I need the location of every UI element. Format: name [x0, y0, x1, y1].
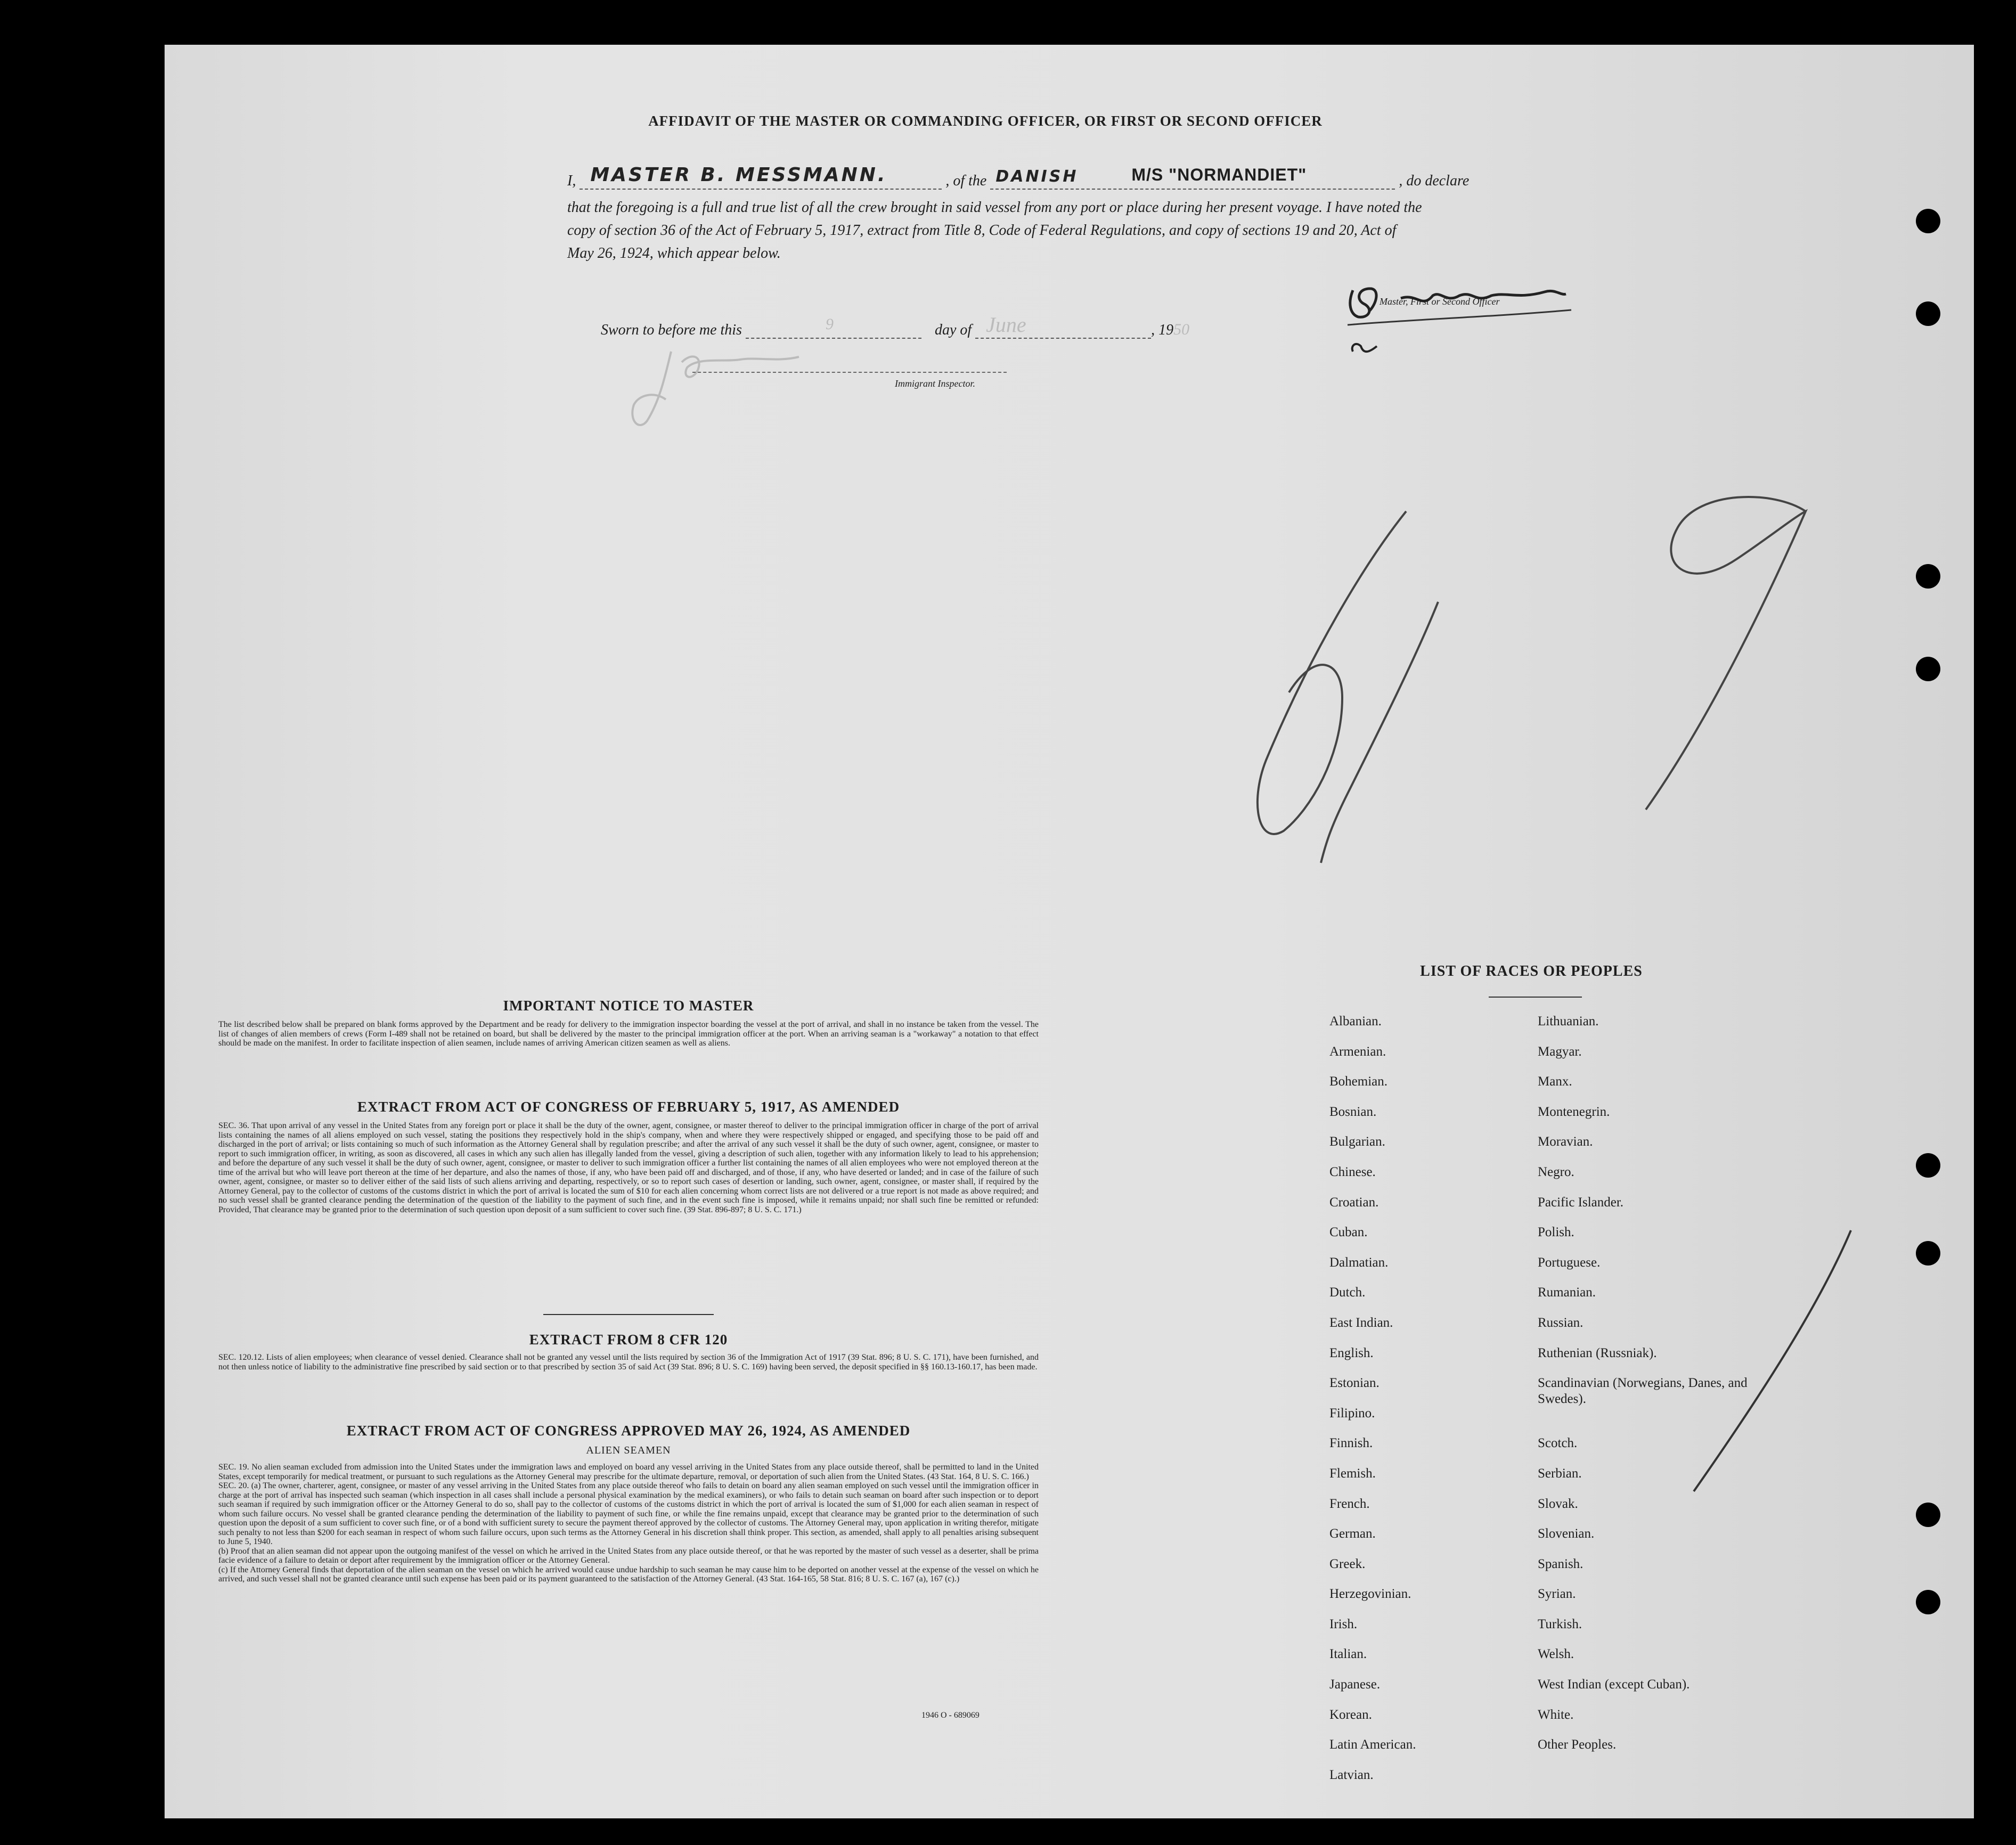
race-item: Dutch.: [1329, 1285, 1366, 1300]
race-item: Estonian.: [1329, 1376, 1380, 1391]
binder-hole: [1916, 564, 1940, 589]
race-item: Cuban.: [1329, 1225, 1368, 1240]
affidavit-body: [567, 196, 1574, 265]
sworn-day: 9: [825, 315, 834, 333]
binder-hole: [1916, 1590, 1940, 1614]
day-of-label: day of: [934, 322, 972, 338]
section-20a-text: SEC. 20. (a) The owner, charterer, agent, consignee, or master of any vessel arriving in the United States from any place outside thereof who fails to detain on board any alien seaman employed on such vessel until the immigration officer in charge at the port of arrival has inspected such seaman (which inspection in all cases shall include a personal physical examination by the medical examiners), or who fails to detain such seaman on board after such inspection or to deport such seaman if required by such immigration officer or the Attorney General to do so, shall pay to the collector of customs of the customs district in which the port of arrival is located the sum of $1,000 for each alien seaman in respect of whom such failure occurs. No vessel shall be granted clearance pending the determination of the liability to payment of such fine, or while the fine remains unpaid, except that clearance may be granted prior to the determination of such question upon the deposit of a sum sufficient to cover such fine, or of a bond with sufficient surety to secure the payment thereof approved by the collector of customs. The Attorney General may, upon application in writing therefor, mitigate such penalty to not less than $200 for each seaman in respect of whom such failure occurs, upon such terms as the Attorney General in his discretion shall think proper. This section, as amended, shall apply to all penalties arising subsequent to June 5, 1940.: [218, 1481, 1039, 1546]
race-item: Portuguese.: [1538, 1255, 1601, 1270]
race-item: Manx.: [1538, 1074, 1572, 1089]
affidavit-title: AFFIDAVIT OF THE MASTER OR COMMANDING OFFICER, OR FIRST OR SECOND OFFICER: [648, 113, 1323, 129]
race-item: Russian.: [1538, 1315, 1584, 1330]
sworn-line: [601, 313, 1320, 339]
races-title: LIST OF RACES OR PEOPLES: [1420, 963, 1643, 979]
race-item: Flemish.: [1329, 1466, 1376, 1481]
master-name: MASTER B. MESSMANN.: [590, 164, 887, 186]
handwritten-date-mark: [1241, 479, 1870, 884]
race-item: Armenian.: [1329, 1044, 1386, 1059]
race-item: Welsh.: [1538, 1647, 1574, 1662]
binder-hole: [1916, 657, 1940, 681]
race-item: Pacific Islander.: [1538, 1195, 1624, 1210]
binder-hole: [1916, 1241, 1940, 1266]
sworn-month-field: [975, 313, 1151, 339]
races-left-column: [1329, 1014, 1532, 1797]
master-signature: [1332, 266, 1577, 368]
print-code: 1946 O - 689069: [921, 1711, 980, 1720]
extract-1917-title: EXTRACT FROM ACT OF CONGRESS OF FEBRUARY 5, 1917, AS AMENDED: [357, 1099, 900, 1115]
affidavit-declaration-line: [567, 164, 1574, 190]
signature-caption: Master, First or Second Officer: [1380, 296, 1500, 307]
race-item: Bohemian.: [1329, 1074, 1388, 1089]
extract-1924-subtitle: ALIEN SEAMEN: [586, 1444, 671, 1456]
race-item: Turkish.: [1538, 1617, 1582, 1631]
race-item: Korean.: [1329, 1707, 1372, 1722]
race-item: Lithuanian.: [1538, 1014, 1599, 1028]
race-item: Bulgarian.: [1329, 1134, 1385, 1149]
section-20c-text: (c) If the Attorney General finds that deportation of the alien seaman on the vessel on which he arrived would cause undue hardship to such seaman he may cause him to be deported on another vessel at the expense of the vessel on which he arrived, and such vessel shall not be granted clearance until such expense has been paid or its payment guaranteed to the satisfaction of the Attorney General. (43 Stat. 164-165, 58 Stat. 816; 8 U. S. C. 167 (a), 167 (c).): [218, 1565, 1039, 1583]
vessel-field: [990, 165, 1395, 190]
race-item: Bosnian.: [1329, 1104, 1377, 1119]
race-item: Chinese.: [1329, 1164, 1376, 1179]
race-item: Rumanian.: [1538, 1285, 1596, 1300]
race-item: Moravian.: [1538, 1134, 1593, 1149]
inspector-signature: [618, 341, 842, 437]
extract-1917-text: SEC. 36. That upon arrival of any vessel in the United States from any foreign port or place it shall be the duty of the owner, agent, consignee, or master thereof to deliver to the principal immigration officer in charge of the port of arrival lists containing the names of all aliens employed on such vessel, stating the positions they respectively hold in the ship's company, when and where they were respectively shipped or engaged, and specifying those to be paid off and discharged in the port of arrival; or lists containing so much of such information as the Attorney General shall by regulation prescribe; and after the arrival of any such vessel it shall be the duty of such owner, agent, consignee, or master to report to such immigration officer, in writing, as soon as discovered, all cases in which any such alien has illegally landed from the vessel, giving a description of such alien, together with any information likely to lead to his apprehension; and before the departure of any such vessel it shall be the duty of such owner, agent, consignee, or master to deliver to such immigration officer a further list containing the names of all alien employees who were not employed thereon at the time of the arrival but who will leave port thereon at the time of her departure, and also the names of those, if any, who have been paid off and discharged, and of those, if any, who have deserted or landed; and in case of the failure of such owner, agent, consignee, or master so to deliver either of the said lists of such aliens arriving and departing, respectively, or so to report such cases of desertion or landing, such owner, agent, consignee, or master shall, if required by the Attorney General, pay to the collector of customs of the customs district in which the port of arrival is located the sum of $10 for each alien concerning whom correct lists are not delivered or a true report is not made as above required; and no such vessel shall be granted clearance pending the determination of the question of the liability to the payment of such fine, and in the event such fine is imposed, while it remains unpaid; nor shall such fine be remitted or refunded: Provided, That clearance may be granted prior to the determination of such question upon deposit of a sum sufficient to cover such fine. (39 Stat. 896-897; 8 U. S. C. 171.): [218, 1121, 1039, 1214]
race-item: Other Peoples.: [1538, 1737, 1617, 1752]
race-item: German.: [1329, 1526, 1376, 1541]
race-item: Magyar.: [1538, 1044, 1582, 1059]
master-name-field: [580, 164, 942, 190]
divider: [1489, 997, 1582, 998]
year-suffix: 50: [1173, 321, 1190, 338]
race-item: Slovak.: [1538, 1496, 1578, 1511]
binder-hole: [1916, 1153, 1940, 1178]
race-item: West Indian (except Cuban).: [1538, 1677, 1690, 1692]
race-item: Ruthenian (Russniak).: [1538, 1345, 1657, 1360]
affidavit-body-line: that the foregoing is a full and true list of all the crew brought in said vessel from any port or place during her present voyage. I have noted the: [567, 199, 1422, 216]
nationality: DANISH: [995, 167, 1079, 186]
race-item: Latin American.: [1329, 1737, 1416, 1752]
race-item: Albanian.: [1329, 1014, 1382, 1028]
race-item: English.: [1329, 1345, 1374, 1360]
affidavit-body-line: May 26, 1924, which appear below.: [567, 245, 781, 262]
sworn-label: Sworn to before me this: [601, 322, 742, 338]
race-item: [1538, 1406, 1761, 1436]
race-item: Irish.: [1329, 1617, 1358, 1631]
sworn-day-field: [746, 315, 921, 339]
race-item: East Indian.: [1329, 1315, 1393, 1330]
race-item: Filipino.: [1329, 1406, 1375, 1421]
extract-cfr-title: EXTRACT FROM 8 CFR 120: [529, 1332, 728, 1348]
notice-text: The list described below shall be prepared on blank forms approved by the Department and be ready for delivery to the immigration inspector boarding the vessel at the port of arrival, and shall in no instance be taken from the vessel. The list of changes of alien members of crews (Form I-489 shall not be retained on board, but shall be delivered by the master to the principal immigration officer at the port. When an arriving seaman is a "workaway" a notation to that effect should be made on the manifest. In order to facilitate inspection of alien seamen, include names of arriving American citizen seamen as well as aliens.: [218, 1020, 1039, 1048]
race-item: French.: [1329, 1496, 1370, 1511]
extract-1924-sections: [218, 1463, 1039, 1584]
notice-title: IMPORTANT NOTICE TO MASTER: [503, 998, 754, 1014]
do-declare-label: , do declare: [1399, 173, 1470, 189]
sworn-month: June: [986, 313, 1026, 337]
race-item: Greek.: [1329, 1556, 1366, 1571]
race-item: Syrian.: [1538, 1587, 1576, 1602]
races-right-column: [1538, 1014, 1761, 1767]
vessel-name: M/S "NORMANDIET": [1131, 165, 1307, 184]
extract-cfr-text: SEC. 120.12. Lists of alien employees; when clearance of vessel denied. Clearance shall not be granted any vessel until the lists required by section 36 of the Immigration Act of 1917 (39 Stat. 896; 8 U. S. C. 171), have been furnished, and not then unless notice of liability to the administrative fine prescribed by said section or to that prescribed by section 35 of said Act (39 Stat. 896; 8 U. S. C. 169) having been served, the deposit specified in §§ 160.13-160.17, has been made.: [218, 1353, 1039, 1371]
race-item: Herzegovinian.: [1329, 1587, 1411, 1602]
race-item: Serbian.: [1538, 1466, 1582, 1481]
extract-1924-title: EXTRACT FROM ACT OF CONGRESS APPROVED MAY 26, 1924, AS AMENDED: [346, 1423, 911, 1439]
section-19-text: SEC. 19. No alien seaman excluded from admission into the United States under the immigration laws and employed on board any vessel arriving in the United States from any place outside thereof, shall be permitted to land in the United States, except temporarily for medical treatment, or pursuant to such regulations as the Attorney General may prescribe for the ultimate departure, removal, or deportation of such alien from the United States. (43 Stat. 164, 8 U. S. C. 166.): [218, 1463, 1039, 1481]
race-item: Croatian.: [1329, 1195, 1379, 1210]
race-item: Polish.: [1538, 1225, 1574, 1240]
race-item: Spanish.: [1538, 1556, 1584, 1571]
race-item: White.: [1538, 1707, 1574, 1722]
binder-hole: [1916, 209, 1940, 233]
binder-hole: [1916, 1503, 1940, 1527]
binder-hole: [1916, 301, 1940, 326]
race-item: Slovenian.: [1538, 1526, 1595, 1541]
race-item: Negro.: [1538, 1164, 1574, 1179]
race-item: Italian.: [1329, 1647, 1367, 1662]
year-prefix: , 19: [1151, 322, 1174, 338]
race-item: Latvian.: [1329, 1767, 1374, 1782]
divider: [543, 1314, 714, 1315]
race-item: Scotch.: [1538, 1436, 1578, 1451]
section-20b-text: (b) Proof that an alien seaman did not appear upon the outgoing manifest of the vessel on which he arrived in the United States from any place outside thereof, or that he was reported by the master of such vessel as a deserter, shall be prima facie evidence of a failure to detain or deport after requirement by the immigration officer or the Attorney General.: [218, 1546, 1039, 1565]
inspector-signature-line: [692, 372, 1007, 373]
i-label: I,: [567, 173, 576, 189]
inspector-caption: Immigrant Inspector.: [895, 378, 975, 389]
race-item: Japanese.: [1329, 1677, 1381, 1692]
race-item: Finnish.: [1329, 1436, 1373, 1451]
of-the-label: , of the: [945, 173, 987, 189]
affidavit-body-line: copy of section 36 of the Act of February 5, 1917, extract from Title 8, Code of Federal Regulations, and copy of sections 19 and 20, Act of: [567, 222, 1397, 239]
race-item: Dalmatian.: [1329, 1255, 1389, 1270]
race-item: Scandinavian (Norwegians, Danes, and Swedes).: [1538, 1376, 1748, 1407]
race-item: Montenegrin.: [1538, 1104, 1610, 1119]
